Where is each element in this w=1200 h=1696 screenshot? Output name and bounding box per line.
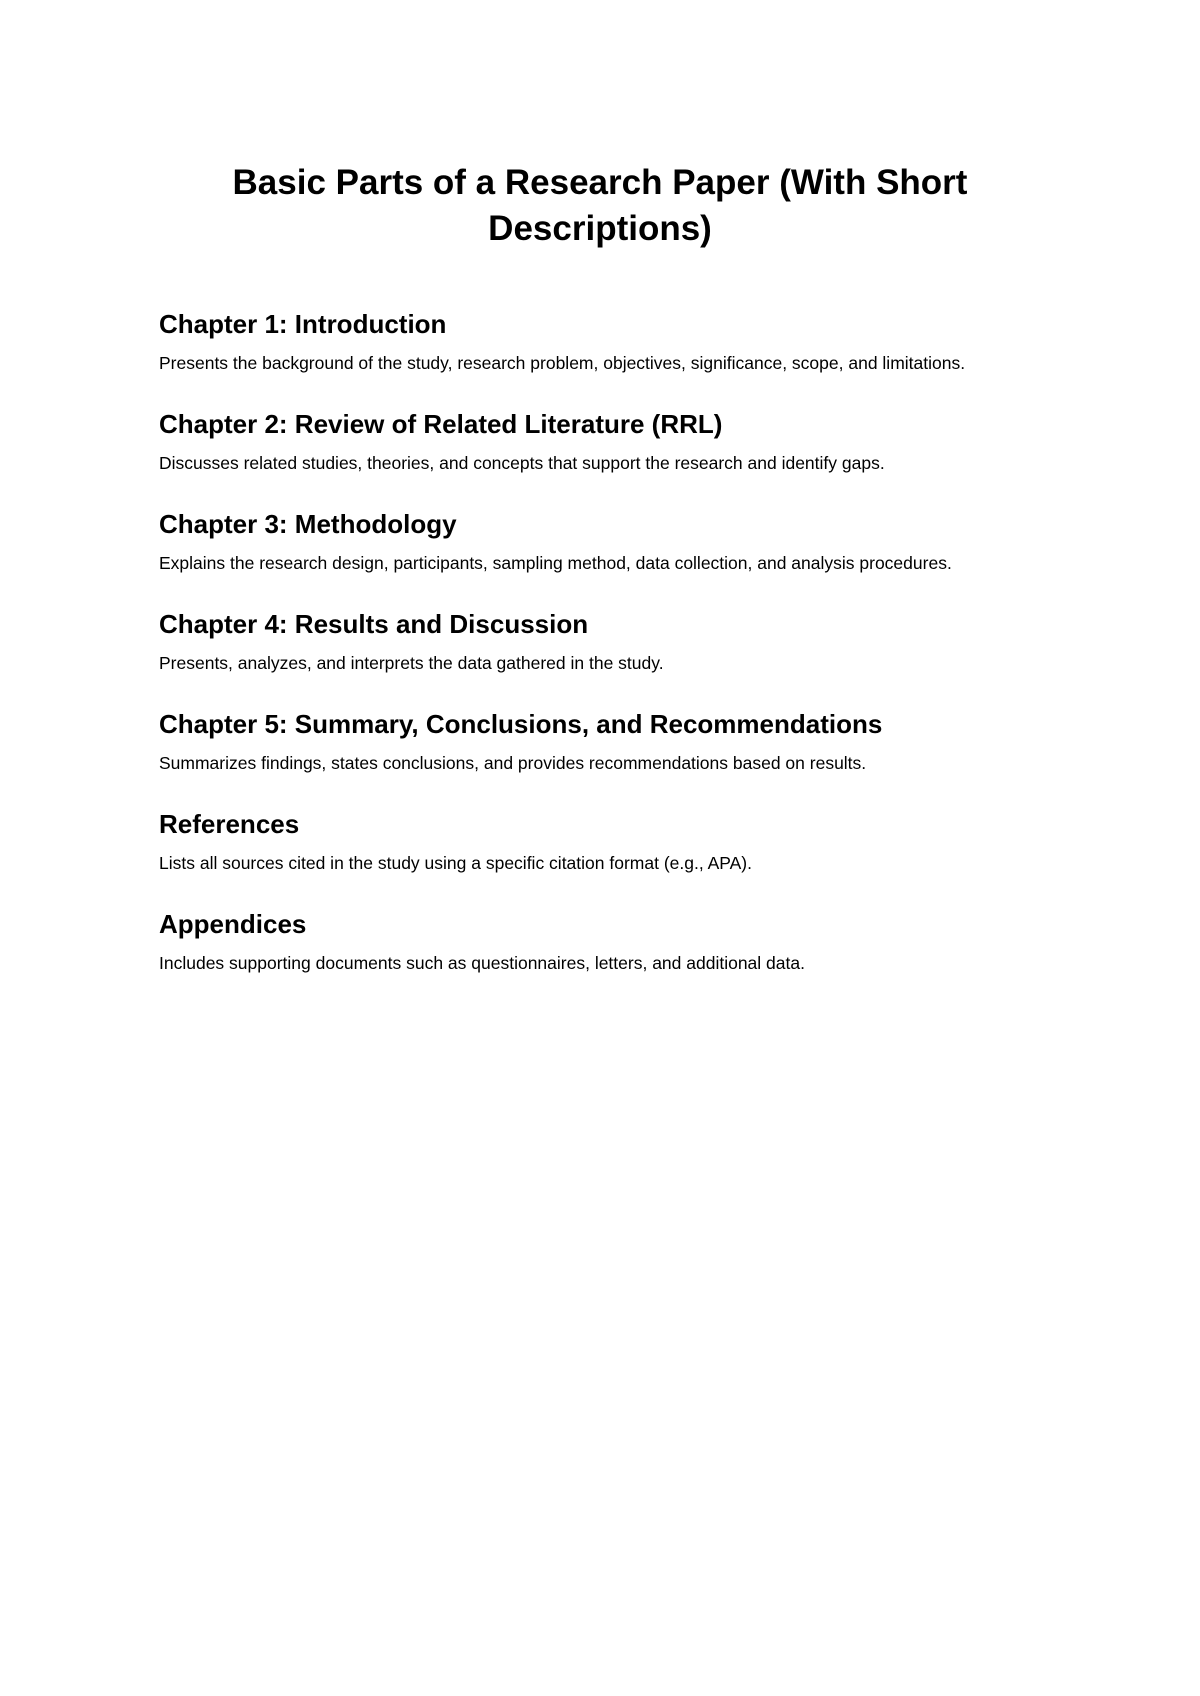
section-description: Discusses related studies, theories, and concepts that support the research and identify gaps. — [159, 453, 885, 473]
section-heading: Appendices — [159, 909, 307, 939]
section-appendices — [159, 907, 1019, 975]
section-heading: Chapter 5: Summary, Conclusions, and Recommendations — [159, 709, 883, 739]
section-description: Lists all sources cited in the study using a specific citation format (e.g., APA). — [159, 853, 753, 873]
section-chapter-3 — [159, 507, 1019, 575]
section-description: Explains the research design, participants, sampling method, data collection, and analysis procedures. — [159, 553, 952, 573]
section-heading: Chapter 3: Methodology — [159, 509, 457, 539]
section-heading: Chapter 1: Introduction — [159, 309, 447, 339]
section-heading: References — [159, 809, 300, 839]
section-chapter-4 — [159, 607, 1019, 675]
section-chapter-2 — [159, 407, 1019, 475]
section-chapter-5 — [159, 707, 1019, 775]
section-description: Presents, analyzes, and interprets the data gathered in the study. — [159, 653, 664, 673]
document-title: Basic Parts of a Research Paper (With Short Descriptions) — [232, 163, 968, 248]
section-description: Includes supporting documents such as questionnaires, letters, and additional data. — [159, 953, 805, 973]
section-references — [159, 807, 1019, 875]
section-heading: Chapter 4: Results and Discussion — [159, 609, 589, 639]
section-chapter-1 — [159, 307, 1019, 375]
section-list — [159, 307, 1019, 1007]
section-description: Summarizes findings, states conclusions, and provides recommendations based on results. — [159, 753, 867, 773]
section-description: Presents the background of the study, research problem, objectives, significance, scope, and limitations. — [159, 353, 966, 373]
section-heading: Chapter 2: Review of Related Literature (RRL) — [159, 409, 723, 439]
